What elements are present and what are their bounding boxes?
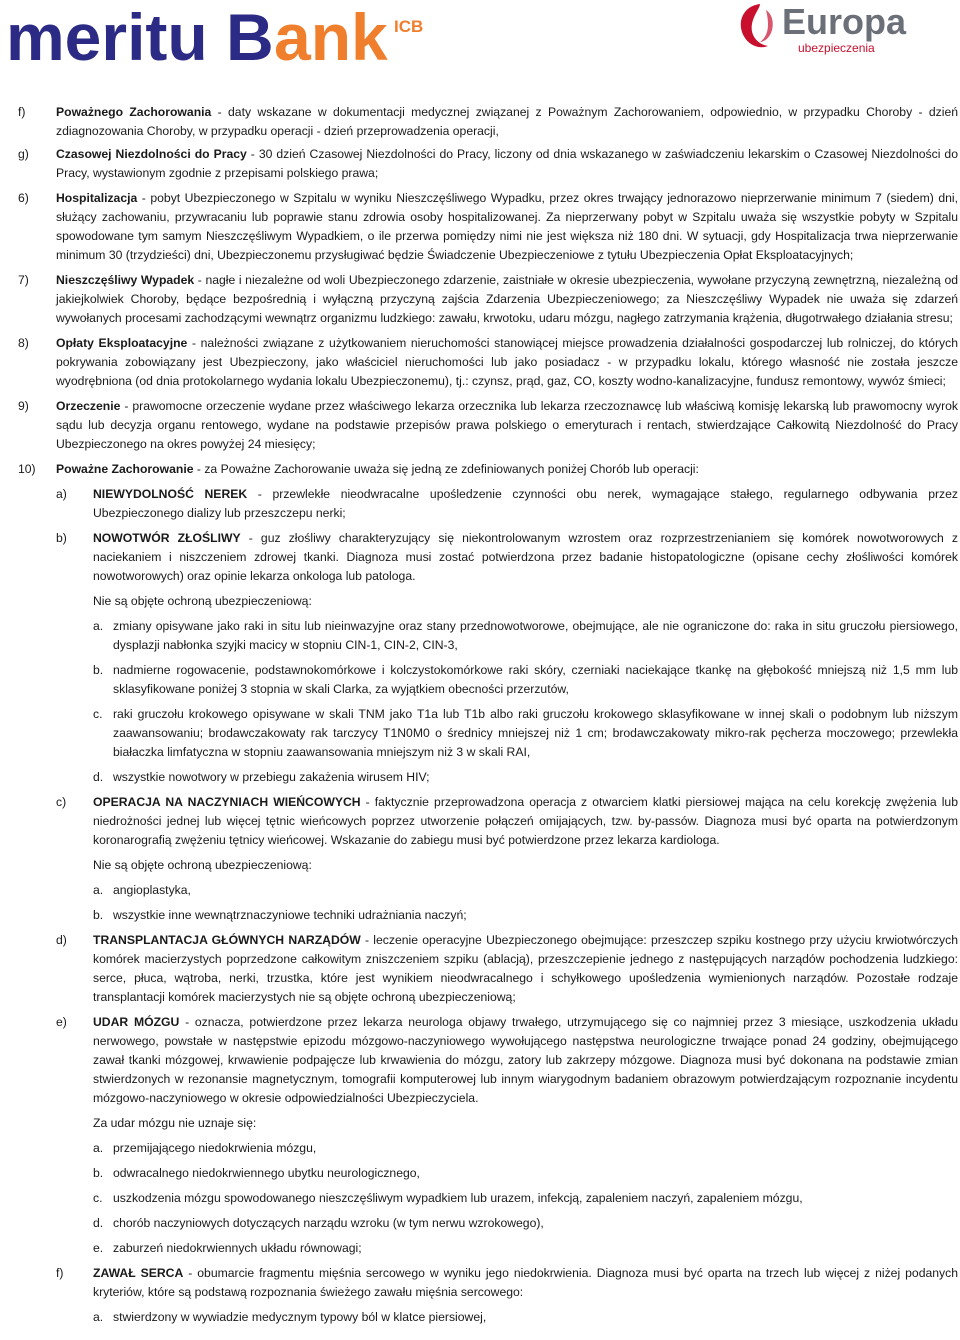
svg-text:meritu: meritu xyxy=(6,0,208,72)
term: ZAWAŁ SERCA xyxy=(93,1266,184,1280)
term: TRANSPLANTACJA GŁÓWNYCH NARZĄDÓW xyxy=(93,933,361,947)
svg-text:ICB: ICB xyxy=(394,17,424,36)
disease-d-transplantacja: d) TRANSPLANTACJA GŁÓWNYCH NARZĄDÓW - leczenie operacyjne Ubezpieczonego obejmujące: przeszczep szpiku kostnego przy użyciu krwiotwórczych komórek macierzystych poprzedzone całkowitym zniszczeniem szpiku (ablacją), przeszczepienie jednego z następujących narządów pochodzenia ludzkiego: serce, płuca, wątroba, nerki, trzustka, które jest wynikiem nieodwracalnego i schyłkowego upośledzenia wymienionych narządów. Pozostałe rodzaje transplantacji komórek macierzystych nie są objęte ochroną ubezpieczeniową; xyxy=(56,933,958,1004)
term: Poważne Zachorowanie xyxy=(56,462,194,476)
definition-10-powazne-zachorowanie: 10) Poważne Zachorowanie - za Poważne Zachorowanie uważa się jedną ze zdefiniowanych poniżej Chorób lub operacji: xyxy=(18,462,699,476)
svg-text:B: B xyxy=(226,0,274,72)
exclusions-heading: Za udar mózgu nie uznaje się: xyxy=(93,1116,257,1130)
document-body xyxy=(18,103,958,1333)
disease-a-niewydolnosc-nerek: a) NIEWYDOLNOŚĆ NEREK - przewlekłe nieodwracalne upośledzenie czynności obu nerek, wymagające stałego, regularnego odbywania przez Ubezpieczonego dializy lub przeszczepu nerki; xyxy=(56,487,958,520)
exclusions-heading: Nie są objęte ochroną ubezpieczeniową: xyxy=(93,858,312,872)
meritum-bank-logo xyxy=(6,0,426,72)
exclusions-heading: Nie są objęte ochroną ubezpieczeniową: xyxy=(93,594,312,608)
term: NIEWYDOLNOŚĆ NEREK xyxy=(93,487,248,501)
term: Poważnego Zachorowania xyxy=(56,105,212,119)
document-header xyxy=(0,0,960,80)
definition-item-g: g) Czasowej Niezdolności do Pracy - 30 dzień Czasowej Niezdolności do Pracy, liczony od dnia wskazanego w zaświadczeniu lekarskim o Czasowej Niezdolności do Pracy, wystawionym zgodnie z przepisami polskiego prawa; xyxy=(18,147,958,180)
svg-text:Europa: Europa xyxy=(782,1,907,42)
svg-text:ank: ank xyxy=(274,0,388,72)
exclusion-item: d. wszystkie nowotwory w przebiegu zakażenia wirusem HIV; xyxy=(93,770,430,784)
term: Hospitalizacja xyxy=(56,191,138,205)
criteria-item: a. stwierdzony w wywiadzie medycznym typowy ból w klatce piersiowej, xyxy=(93,1310,487,1324)
exclusion-item: e. zaburzeń niedokrwiennych układu równowagi; xyxy=(93,1241,362,1255)
definition-9-orzeczenie: 9) Orzeczenie - prawomocne orzeczenie wydane przez właściwego lekarza orzecznika lub lekarza rzeczoznawcę lub właściwą komisję lekarską lub prawomocny wyrok sądu lub decyzja organu rentowego, wydane na podstawie przepisów prawa polskiego o emeryturach i rentach, stwierdzające Całkowitą Niezdolność do Pracy Ubezpieczonego na okres powyżej 24 miesięcy; xyxy=(18,399,958,451)
definition-8-oplaty-eksploatacyjne: 8) Opłaty Eksploatacyjne - należności związane z użytkowaniem nieruchomości stanowiącej miejsce prowadzenia działalności gospodarczej lub rolniczej, do których pokrywania zobowiązany jest Ubezpieczony, jako właściciel nieruchomości lub jako posiadacz - w przypadku lokalu, którego własność nie została jeszcze wyodrębniona (od dnia protokolarnego wydania lokalu Ubezpieczonemu), tj.: czynsz, prąd, gaz, CO, koszty wodno-kanalizacyjne, fundusz remontowy, wywóz śmieci; xyxy=(18,336,958,388)
exclusion-item: d. chorób naczyniowych dotyczących narządu wzroku (w tym nerwu wzrokowego), xyxy=(93,1216,544,1230)
term: Nieszczęśliwy Wypadek xyxy=(56,273,195,287)
europa-ubezpieczenia-logo xyxy=(738,0,960,62)
definition-6-hospitalizacja: 6) Hospitalizacja - pobyt Ubezpieczonego w Szpitalu w wyniku Nieszczęśliwego Wypadku, przez okres trwający jednorazowo nieprzerwanie minimum 7 (siedem) dni, służący zachowaniu, przywracaniu lub poprawie stanu zdrowia osoby hospitalizowanej. Za nieprzerwany pobyt w Szpitalu uważa się wszystkie pobyty w Szpitalu spowodowane tym samym Nieszczęśliwym Wypadkiem, o ile przerwa pomiędzy nimi nie jest większa niż 180 dni. W sytuacji, gdy Hospitalizacja trwa nieprzerwanie minimum 30 (trzydzieści) dni, Ubezpieczonemu przysługiwać będzie Świadczenie Ubezpieczeniowe z tytułu Ubezpieczenia Opłat Eksploatacyjnych; xyxy=(18,191,958,262)
svg-text:ubezpieczenia: ubezpieczenia xyxy=(798,41,875,55)
term: Orzeczenie xyxy=(56,399,121,413)
disease-f-zawal-serca: f) ZAWAŁ SERCA - obumarcie fragmentu mięśnia sercowego w wyniku jego niedokrwienia. Diagnoza musi być oparta na trzech lub więcej z niżej podanych kryteriów, które są podstawą rozpoznania świeżego zawału mięśnia sercowego: xyxy=(56,1266,958,1299)
exclusion-item: c. uszkodzenia mózgu spowodowanego nieszczęśliwym wypadkiem lub urazem, infekcją, zapaleniem naczyń, zapaleniem mózgu, xyxy=(93,1191,803,1205)
definition-item-f: f) Poważnego Zachorowania - daty wskazane w dokumentacji medycznej związanej z Poważnym Zachorowaniem, odpowiednio, w przypadku Choroby - dzień zdiagnozowania Choroby, w przypadku operacji - dzień przeprowadzenia operacji, xyxy=(18,105,958,138)
exclusion-item: a. przemijającego niedokrwienia mózgu, xyxy=(93,1141,317,1155)
exclusion-item: b. nadmierne rogowacenie, podstawnokomórkowe i kolczystokomórkowe raki skóry, czerniaki naciekające tkankę na głębokość mniejszą niż 1,5 mm lub sklasyfikowane poniżej 3 stopnia w skali Clarka, za wyjątkiem obecności przerzutów, xyxy=(93,663,958,696)
disease-c-operacja-naczynia-wiencowe: c) OPERACJA NA NACZYNIACH WIEŃCOWYCH - faktycznie przeprowadzona operacja z otwarciem klatki piersiowej mająca na celu korekcję zwężenia lub niedrożności jednej lub więcej tętnic wieńcowych poprzez utworzenie połączeń omijających, tzw. by-passów. Diagnoza musi być oparta na potwierdzonym koronarografią zwężeniu tętnicy wieńcowej. Wskazanie do zabiegu musi być potwierdzone przez lekarza kardiologa. xyxy=(56,795,958,847)
definition-7-nieszczesliwy-wypadek: 7) Nieszczęśliwy Wypadek - nagłe i niezależne od woli Ubezpieczonego zdarzenie, zaistniałe w okresie ubezpieczenia, wywołane przyczyną zewnętrzną, niezależną od jakiejkolwiek Choroby, będące bezpośrednią i wyłączną przyczyną zajścia Zdarzenia Ubezpieczeniowego; za Nieszczęśliwy Wypadek nie uważa się zdarzeń wywołanych procesami zachodzącymi wewnątrz organizmu ludzkiego: zawału, krwotoku, udaru mózgu, nagłego zatrzymania krążenia, długotrwałego działania stresu; xyxy=(18,273,958,325)
term: UDAR MÓZGU xyxy=(93,1015,180,1029)
term: NOWOTWÓR ZŁOŚLIWY xyxy=(93,531,241,545)
term: OPERACJA NA NACZYNIACH WIEŃCOWYCH xyxy=(93,795,361,809)
disease-b-nowotwor-zlosliwy: b) NOWOTWÓR ZŁOŚLIWY - guz złośliwy charakteryzujący się niekontrolowanym wzrostem oraz rozprzestrzenianiem się komórek nowotworowych z naciekaniem i niszczeniem zdrowej tkanki. Diagnoza musi zostać potwierdzona przez badanie histopatologiczne (opisane cechy złośliwości komórek nowotworowych) oraz opinie lekarza onkologa lub patologa. xyxy=(56,531,958,583)
term: Opłaty Eksploatacyjne xyxy=(56,336,188,350)
exclusion-item: a. zmiany opisywane jako raki in situ lub nieinwazyjne oraz stany przednowotworowe, obejmujące, ale nie ograniczone do: raka in situ gruczołu piersiowego, dysplazji nabłonka szyjki macicy w stopniu CIN-1, CIN-2, CIN-3, xyxy=(93,619,958,652)
exclusion-item: c. raki gruczołu krokowego opisywane w skali TNM jako T1a lub T1b albo raki gruczołu krokowego sklasyfikowane w innej skali o podobnym lub niższym zaawansowaniu; brodawczakowaty rak tarczycy T1N0M0 o średnicy mniejszej niż 1 cm; brodawczakowaty mikro-rak pęcherza moczowego; przewlekła białaczka limfatyczna w stopniu zaawansowania mniejszym niż 3 w skali RAI, xyxy=(93,707,958,759)
term: Czasowej Niezdolności do Pracy xyxy=(56,147,247,161)
exclusion-item: a. angioplastyka, xyxy=(93,883,191,897)
exclusion-item: b. wszystkie inne wewnątrznaczyniowe techniki udrażniania naczyń; xyxy=(93,908,467,922)
exclusion-item: b. odwracalnego niedokrwiennego ubytku neurologicznego, xyxy=(93,1166,420,1180)
disease-e-udar-mozgu: e) UDAR MÓZGU - oznacza, potwierdzone przez lekarza neurologa objawy trwałego, utrzymującego się co najmniej przez 3 miesiące, uszkodzenia układu nerwowego, powstałe w następstwie epizodu mózgowo-naczyniowego wywołującego następstwa neurologiczne trwające ponad 24 godziny, obejmującego zawał tkanki mózgowej, krwawienie podpajęcze lub krwawienia do mózgu, zatory lub zakrzepy mózgowe. Diagnoza musi być dokonana na podstawie zmian stwierdzonych w rezonansie magnetycznym, tomografii komputerowej lub innym wiarygodnym badaniem obrazowym potwierdzającym rozpoznanie incydentu mózgowo-naczyniowego w okresie odpowiedzialności Ubezpieczyciela. xyxy=(56,1015,959,1105)
